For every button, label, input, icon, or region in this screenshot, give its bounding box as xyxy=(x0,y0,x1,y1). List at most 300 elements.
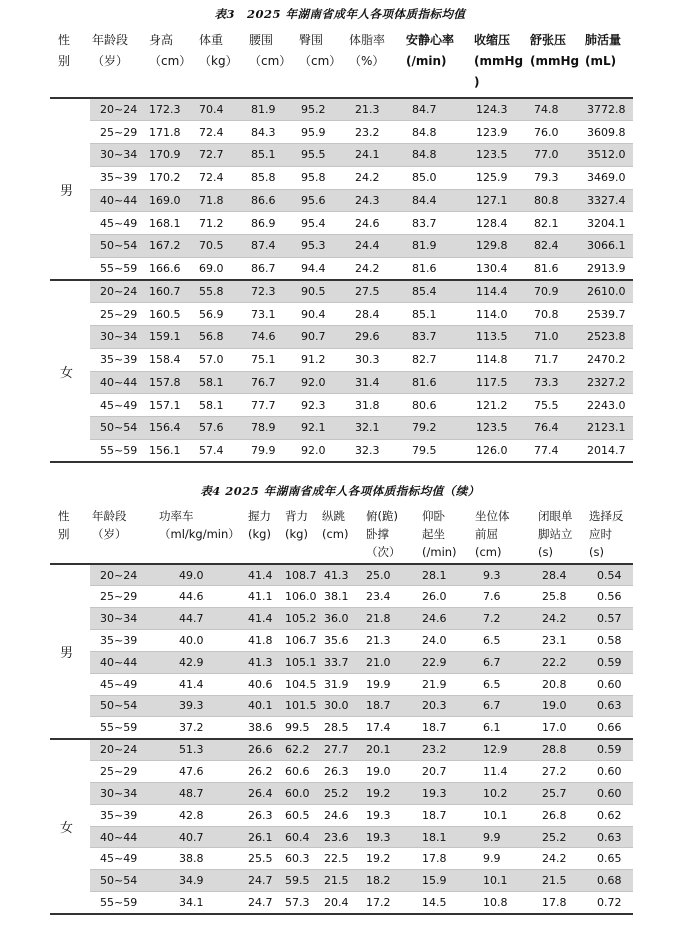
value-cell: 0.63 xyxy=(587,826,633,848)
value-cell: 31.4 xyxy=(349,371,404,394)
age-group-cell: 50~54 xyxy=(90,235,149,258)
value-cell: 78.9 xyxy=(249,417,299,440)
value-cell: 73.1 xyxy=(249,303,299,326)
age-group-cell: 30~34 xyxy=(90,608,149,630)
value-cell: 6.7 xyxy=(469,695,532,717)
value-cell: 79.2 xyxy=(404,417,468,440)
value-cell: 25.2 xyxy=(322,782,364,804)
value-cell: 26.8 xyxy=(532,804,587,826)
age-group-cell: 25~29 xyxy=(90,761,149,783)
table-row xyxy=(50,212,633,235)
table3-header-line: 性 xyxy=(58,33,71,47)
value-cell: 114.4 xyxy=(468,280,526,303)
value-cell: 160.7 xyxy=(149,280,199,303)
value-cell: 21.3 xyxy=(364,630,414,652)
value-cell: 129.8 xyxy=(468,235,526,258)
table4-caption: 表4 2025 年湖南省成年人各项体质指标均值（续） xyxy=(200,484,480,498)
table4-header-line: 性 xyxy=(58,509,70,523)
table3-col-header xyxy=(199,26,249,98)
table-row xyxy=(50,608,633,630)
table4-header-line: 俯(跪) xyxy=(366,509,398,523)
table-row xyxy=(50,166,633,189)
value-cell: 90.7 xyxy=(299,326,349,349)
value-cell: 76.0 xyxy=(526,121,581,144)
value-cell: 10.1 xyxy=(469,870,532,892)
value-cell: 32.3 xyxy=(349,439,404,462)
value-cell: 30.3 xyxy=(349,348,404,371)
table4-header-line: 卧撑 xyxy=(366,527,389,541)
value-cell: 82.1 xyxy=(526,212,581,235)
table4-header-line: (kg) xyxy=(285,527,308,541)
value-cell: 10.8 xyxy=(469,892,532,914)
value-cell: 47.6 xyxy=(149,761,248,783)
value-cell: 71.7 xyxy=(526,348,581,371)
table4-header-line: 脚站立 xyxy=(538,527,573,541)
value-cell: 10.2 xyxy=(469,782,532,804)
value-cell: 26.3 xyxy=(248,804,285,826)
age-group-cell: 55~59 xyxy=(90,717,149,739)
value-cell: 23.2 xyxy=(349,121,404,144)
value-cell: 24.2 xyxy=(349,166,404,189)
value-cell: 123.5 xyxy=(468,417,526,440)
value-cell: 24.7 xyxy=(248,892,285,914)
value-cell: 2523.8 xyxy=(581,326,633,349)
value-cell: 24.6 xyxy=(322,804,364,826)
table3-header-line: ) xyxy=(474,75,480,89)
table4-header-line: (cm) xyxy=(322,527,349,541)
table-row xyxy=(50,371,633,394)
table-row xyxy=(50,280,633,303)
table-row xyxy=(50,826,633,848)
table3-header-line: (mmHg xyxy=(530,54,580,68)
value-cell: 105.2 xyxy=(285,608,322,630)
value-cell: 123.9 xyxy=(468,121,526,144)
table-row xyxy=(50,417,633,440)
value-cell: 19.0 xyxy=(364,761,414,783)
table-row xyxy=(50,695,633,717)
value-cell: 95.9 xyxy=(299,121,349,144)
value-cell: 59.5 xyxy=(285,870,322,892)
value-cell: 31.8 xyxy=(349,394,404,417)
value-cell: 51.3 xyxy=(149,739,248,761)
value-cell: 31.9 xyxy=(322,673,364,695)
sex-label: 男 xyxy=(50,564,90,739)
value-cell: 19.3 xyxy=(364,826,414,848)
table3-header-line: (/min) xyxy=(406,54,447,68)
value-cell: 3469.0 xyxy=(581,166,633,189)
value-cell: 30.0 xyxy=(322,695,364,717)
age-group-cell: 35~39 xyxy=(90,166,149,189)
value-cell: 0.56 xyxy=(587,586,633,608)
value-cell: 81.9 xyxy=(404,235,468,258)
value-cell: 20.1 xyxy=(364,739,414,761)
table-row xyxy=(50,144,633,167)
age-group-cell: 25~29 xyxy=(90,303,149,326)
table4-header-line: 握力 xyxy=(248,509,271,523)
value-cell: 28.4 xyxy=(349,303,404,326)
value-cell: 23.6 xyxy=(322,826,364,848)
age-group-cell: 40~44 xyxy=(90,826,149,848)
value-cell: 90.4 xyxy=(299,303,349,326)
table-row xyxy=(50,717,633,739)
value-cell: 84.4 xyxy=(404,189,468,212)
value-cell: 18.2 xyxy=(364,870,414,892)
table3-header-line: （cm） xyxy=(149,54,192,68)
value-cell: 74.8 xyxy=(526,98,581,121)
value-cell: 70.5 xyxy=(199,235,249,258)
value-cell: 28.5 xyxy=(322,717,364,739)
value-cell: 60.5 xyxy=(285,804,322,826)
value-cell: 57.6 xyxy=(199,417,249,440)
value-cell: 25.0 xyxy=(364,564,414,586)
value-cell: 18.7 xyxy=(414,717,469,739)
table3-header-line: 体重 xyxy=(199,33,224,47)
age-group-cell: 50~54 xyxy=(90,417,149,440)
value-cell: 24.1 xyxy=(349,144,404,167)
value-cell: 159.1 xyxy=(149,326,199,349)
value-cell: 33.7 xyxy=(322,651,364,673)
age-group-cell: 50~54 xyxy=(90,870,149,892)
value-cell: 27.5 xyxy=(349,280,404,303)
value-cell: 82.7 xyxy=(404,348,468,371)
value-cell: 87.4 xyxy=(249,235,299,258)
value-cell: 124.3 xyxy=(468,98,526,121)
value-cell: 22.2 xyxy=(532,651,587,673)
table4-col-header xyxy=(248,503,285,564)
value-cell: 17.8 xyxy=(532,892,587,914)
value-cell: 95.8 xyxy=(299,166,349,189)
table-row xyxy=(50,121,633,144)
value-cell: 167.2 xyxy=(149,235,199,258)
table-row xyxy=(50,326,633,349)
value-cell: 58.1 xyxy=(199,394,249,417)
value-cell: 125.9 xyxy=(468,166,526,189)
value-cell: 20.8 xyxy=(532,673,587,695)
value-cell: 40.7 xyxy=(149,826,248,848)
age-group-cell: 20~24 xyxy=(90,739,149,761)
value-cell: 128.4 xyxy=(468,212,526,235)
table4-header-line: (/min) xyxy=(422,545,457,559)
age-group-cell: 25~29 xyxy=(90,121,149,144)
sex-label: 女 xyxy=(50,280,90,462)
value-cell: 3327.4 xyxy=(581,189,633,212)
table-row xyxy=(50,870,633,892)
table4-col-header xyxy=(285,503,322,564)
value-cell: 21.5 xyxy=(322,870,364,892)
value-cell: 94.4 xyxy=(299,257,349,280)
table4 xyxy=(50,503,633,915)
value-cell: 95.4 xyxy=(299,212,349,235)
sex-label: 女 xyxy=(50,739,90,914)
value-cell: 41.4 xyxy=(248,608,285,630)
value-cell: 156.1 xyxy=(149,439,199,462)
value-cell: 86.9 xyxy=(249,212,299,235)
value-cell: 71.2 xyxy=(199,212,249,235)
table3-header-line: 别 xyxy=(58,54,71,68)
value-cell: 2327.2 xyxy=(581,371,633,394)
value-cell: 27.2 xyxy=(532,761,587,783)
value-cell: 26.4 xyxy=(248,782,285,804)
age-group-cell: 40~44 xyxy=(90,189,149,212)
table4-header-line: 年龄段 xyxy=(92,509,127,523)
table4-col-header xyxy=(469,503,532,564)
value-cell: 9.9 xyxy=(469,826,532,848)
value-cell: 158.4 xyxy=(149,348,199,371)
table4-col-header xyxy=(90,503,149,564)
value-cell: 85.8 xyxy=(249,166,299,189)
value-cell: 32.1 xyxy=(349,417,404,440)
value-cell: 77.4 xyxy=(526,439,581,462)
value-cell: 24.7 xyxy=(248,870,285,892)
table-row xyxy=(50,189,633,212)
value-cell: 95.3 xyxy=(299,235,349,258)
value-cell: 41.3 xyxy=(248,651,285,673)
table3-col-header xyxy=(299,26,349,98)
age-group-cell: 55~59 xyxy=(90,439,149,462)
value-cell: 25.8 xyxy=(532,586,587,608)
age-group-cell: 45~49 xyxy=(90,394,149,417)
value-cell: 42.8 xyxy=(149,804,248,826)
value-cell: 44.6 xyxy=(149,586,248,608)
value-cell: 19.3 xyxy=(364,804,414,826)
value-cell: 19.9 xyxy=(364,673,414,695)
value-cell: 26.1 xyxy=(248,826,285,848)
value-cell: 17.0 xyxy=(532,717,587,739)
value-cell: 37.2 xyxy=(149,717,248,739)
table3-header-line: 体脂率 xyxy=(349,33,386,47)
value-cell: 73.3 xyxy=(526,371,581,394)
value-cell: 23.1 xyxy=(532,630,587,652)
value-cell: 79.9 xyxy=(249,439,299,462)
value-cell: 80.6 xyxy=(404,394,468,417)
table4-col-header xyxy=(587,503,633,564)
value-cell: 15.9 xyxy=(414,870,469,892)
value-cell: 26.2 xyxy=(248,761,285,783)
value-cell: 24.2 xyxy=(532,848,587,870)
value-cell: 70.8 xyxy=(526,303,581,326)
value-cell: 170.9 xyxy=(149,144,199,167)
value-cell: 18.7 xyxy=(364,695,414,717)
age-group-cell: 25~29 xyxy=(90,586,149,608)
value-cell: 76.7 xyxy=(249,371,299,394)
value-cell: 41.4 xyxy=(248,564,285,586)
value-cell: 23.2 xyxy=(414,739,469,761)
table3-body xyxy=(50,98,633,462)
value-cell: 0.60 xyxy=(587,761,633,783)
table4-header-line: 选择反 xyxy=(589,509,624,523)
table3-header-line: (mmHg xyxy=(474,54,524,68)
table3-col-header xyxy=(526,26,581,98)
value-cell: 62.2 xyxy=(285,739,322,761)
table-row xyxy=(50,630,633,652)
value-cell: 0.57 xyxy=(587,608,633,630)
value-cell: 41.1 xyxy=(248,586,285,608)
table3-header-line: 收缩压 xyxy=(474,33,511,47)
value-cell: 85.4 xyxy=(404,280,468,303)
table3-header-line: 臀围 xyxy=(299,33,324,47)
value-cell: 72.4 xyxy=(199,121,249,144)
value-cell: 19.3 xyxy=(414,782,469,804)
value-cell: 34.9 xyxy=(149,870,248,892)
value-cell: 17.4 xyxy=(364,717,414,739)
value-cell: 55.8 xyxy=(199,280,249,303)
table4-col-header xyxy=(322,503,364,564)
value-cell: 92.1 xyxy=(299,417,349,440)
value-cell: 28.4 xyxy=(532,564,587,586)
value-cell: 29.6 xyxy=(349,326,404,349)
value-cell: 92.0 xyxy=(299,371,349,394)
value-cell: 80.8 xyxy=(526,189,581,212)
value-cell: 113.5 xyxy=(468,326,526,349)
value-cell: 84.7 xyxy=(404,98,468,121)
table4-col-header xyxy=(532,503,587,564)
value-cell: 3772.8 xyxy=(581,98,633,121)
value-cell: 49.0 xyxy=(149,564,248,586)
value-cell: 171.8 xyxy=(149,121,199,144)
value-cell: 39.3 xyxy=(149,695,248,717)
value-cell: 20.7 xyxy=(414,761,469,783)
table-row xyxy=(50,235,633,258)
value-cell: 48.7 xyxy=(149,782,248,804)
value-cell: 95.2 xyxy=(299,98,349,121)
table3-header-line: 安静心率 xyxy=(406,33,455,47)
value-cell: 85.1 xyxy=(249,144,299,167)
value-cell: 0.59 xyxy=(587,739,633,761)
table-row xyxy=(50,848,633,870)
table4-col-header xyxy=(414,503,469,564)
table4-header-line: 应时 xyxy=(589,527,612,541)
table4-header-line: (cm) xyxy=(475,545,502,559)
value-cell: 21.3 xyxy=(349,98,404,121)
value-cell: 57.4 xyxy=(199,439,249,462)
table-row xyxy=(50,586,633,608)
value-cell: 17.8 xyxy=(414,848,469,870)
value-cell: 7.2 xyxy=(469,608,532,630)
value-cell: 101.5 xyxy=(285,695,322,717)
value-cell: 0.68 xyxy=(587,870,633,892)
value-cell: 40.0 xyxy=(149,630,248,652)
value-cell: 24.0 xyxy=(414,630,469,652)
value-cell: 83.7 xyxy=(404,326,468,349)
value-cell: 18.1 xyxy=(414,826,469,848)
table3-col-header xyxy=(468,26,526,98)
sex-label: 男 xyxy=(50,98,90,280)
table3-caption: 表3 2025 年湖南省成年人各项体质指标均值 xyxy=(214,7,466,21)
value-cell: 36.0 xyxy=(322,608,364,630)
table3-header-line: （cm） xyxy=(249,54,292,68)
value-cell: 24.6 xyxy=(414,608,469,630)
value-cell: 2123.1 xyxy=(581,417,633,440)
value-cell: 121.2 xyxy=(468,394,526,417)
age-group-cell: 45~49 xyxy=(90,673,149,695)
table-row xyxy=(50,564,633,586)
table4-header-line: 仰卧 xyxy=(422,509,445,523)
value-cell: 104.5 xyxy=(285,673,322,695)
value-cell: 25.7 xyxy=(532,782,587,804)
value-cell: 21.8 xyxy=(364,608,414,630)
value-cell: 0.65 xyxy=(587,848,633,870)
value-cell: 77.0 xyxy=(526,144,581,167)
value-cell: 21.5 xyxy=(532,870,587,892)
table3-col-header xyxy=(404,26,468,98)
age-group-cell: 55~59 xyxy=(90,892,149,914)
value-cell: 2913.9 xyxy=(581,257,633,280)
value-cell: 82.4 xyxy=(526,235,581,258)
table4-header xyxy=(50,503,633,564)
value-cell: 156.4 xyxy=(149,417,199,440)
value-cell: 3204.1 xyxy=(581,212,633,235)
value-cell: 19.0 xyxy=(532,695,587,717)
value-cell: 6.7 xyxy=(469,651,532,673)
value-cell: 168.1 xyxy=(149,212,199,235)
value-cell: 117.5 xyxy=(468,371,526,394)
table4-header-line: 坐位体 xyxy=(475,509,510,523)
value-cell: 106.0 xyxy=(285,586,322,608)
age-group-cell: 45~49 xyxy=(90,848,149,870)
age-group-cell: 35~39 xyxy=(90,348,149,371)
age-group-cell: 30~34 xyxy=(90,326,149,349)
value-cell: 84.3 xyxy=(249,121,299,144)
table-row xyxy=(50,673,633,695)
value-cell: 77.7 xyxy=(249,394,299,417)
value-cell: 38.1 xyxy=(322,586,364,608)
value-cell: 20.4 xyxy=(322,892,364,914)
value-cell: 19.2 xyxy=(364,782,414,804)
table4-header-line: 前屈 xyxy=(475,527,498,541)
age-group-cell: 50~54 xyxy=(90,695,149,717)
table-row xyxy=(50,439,633,462)
table3-col-header xyxy=(149,26,199,98)
value-cell: 22.5 xyxy=(322,848,364,870)
value-cell: 85.1 xyxy=(404,303,468,326)
value-cell: 157.1 xyxy=(149,394,199,417)
table4-header-line: (s) xyxy=(538,545,553,559)
value-cell: 2243.0 xyxy=(581,394,633,417)
table-row xyxy=(50,98,633,121)
value-cell: 95.5 xyxy=(299,144,349,167)
table-row xyxy=(50,651,633,673)
value-cell: 0.58 xyxy=(587,630,633,652)
age-group-cell: 40~44 xyxy=(90,651,149,673)
value-cell: 72.7 xyxy=(199,144,249,167)
table4-header-line: 纵跳 xyxy=(322,509,345,523)
value-cell: 41.3 xyxy=(322,564,364,586)
value-cell: 126.0 xyxy=(468,439,526,462)
value-cell: 38.6 xyxy=(248,717,285,739)
table3-header xyxy=(50,26,633,98)
value-cell: 91.2 xyxy=(299,348,349,371)
age-group-cell: 30~34 xyxy=(90,144,149,167)
table3-col-header xyxy=(90,26,149,98)
value-cell: 57.0 xyxy=(199,348,249,371)
value-cell: 75.5 xyxy=(526,394,581,417)
value-cell: 95.6 xyxy=(299,189,349,212)
value-cell: 25.5 xyxy=(248,848,285,870)
table4-header-line: 功率车 xyxy=(159,509,194,523)
value-cell: 0.59 xyxy=(587,651,633,673)
value-cell: 6.1 xyxy=(469,717,532,739)
table3-header-line: (mL) xyxy=(585,54,617,68)
age-group-cell: 35~39 xyxy=(90,630,149,652)
value-cell: 157.8 xyxy=(149,371,199,394)
value-cell: 86.7 xyxy=(249,257,299,280)
value-cell: 114.8 xyxy=(468,348,526,371)
age-group-cell: 20~24 xyxy=(90,564,149,586)
table-row xyxy=(50,804,633,826)
table4-col-header xyxy=(364,503,414,564)
table4-col-header xyxy=(149,503,248,564)
value-cell: 81.9 xyxy=(249,98,299,121)
